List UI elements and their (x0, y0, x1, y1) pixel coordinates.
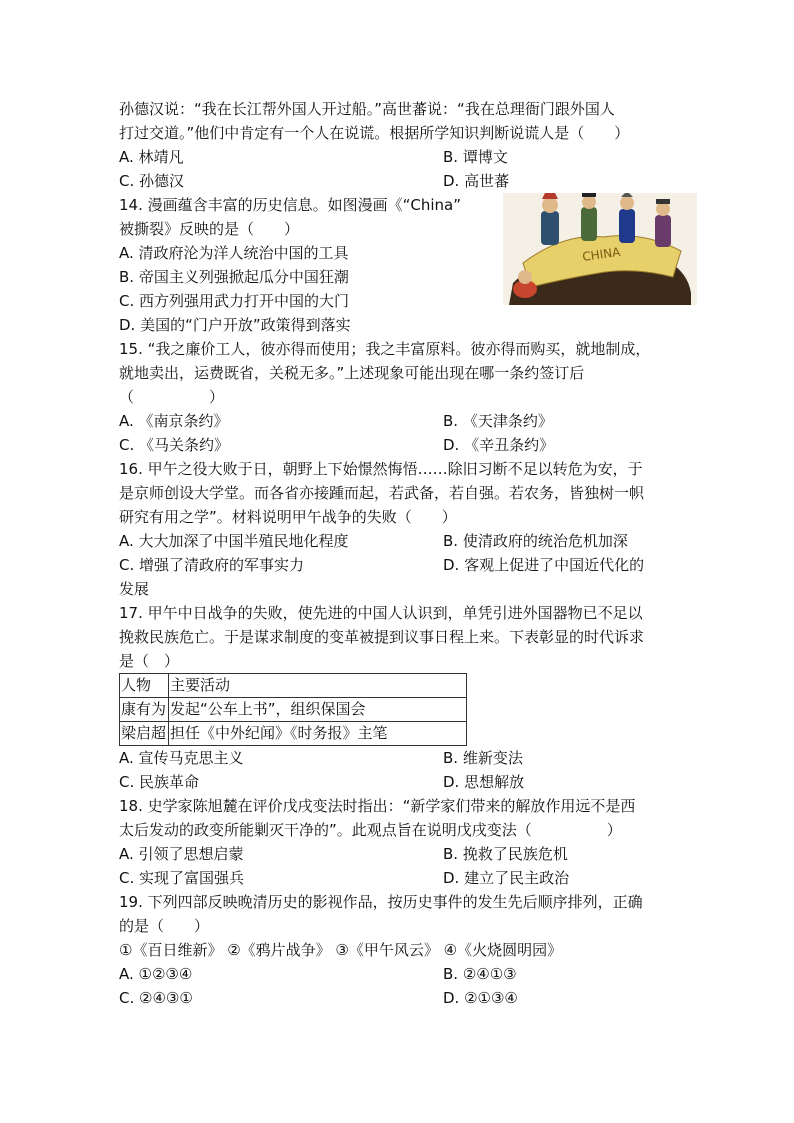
q18-text-line2: 太后发动的政变所能剿灭干净的”。此观点旨在说明戊戌变法（ ） (119, 821, 622, 839)
q13-option-b: B. 谭博文 (443, 148, 508, 166)
q15-option-b: B. 《天津条约》 (443, 412, 553, 430)
q15-option-d: D. 《辛丑条约》 (443, 436, 555, 454)
q15-option-c: C. 《马关条约》 (119, 436, 230, 454)
table-row (120, 722, 467, 746)
q15-options-row2 (119, 433, 685, 457)
cartoon-china-lettering: CHINA (581, 244, 622, 264)
q14-option-b: B. 帝国主义列强掀起瓜分中国狂潮 (119, 268, 349, 286)
q15-options-row1 (119, 409, 685, 433)
q17-table (119, 673, 467, 746)
q13-options-row2 (119, 169, 685, 193)
q14-option-d: D. 美国的“门户开放”政策得到落实 (119, 316, 351, 334)
exam-page (119, 97, 685, 1010)
table-header-row (120, 674, 467, 698)
q16-text-line1: 16. 甲午之役大败于日，朝野上下始憬然悔悟……除旧习断不足以转危为安，于 (119, 460, 643, 478)
q17-options-row1 (119, 746, 685, 770)
q17-option-a: A. 宣传马克思主义 (119, 749, 244, 767)
table-cell-person: 康有为 (120, 698, 169, 722)
q13-option-c: C. 孙德汉 (119, 172, 185, 190)
q17-text-line1: 17. 甲午中日战争的失败，使先进的中国人认识到，单凭引进外国器物已不足以 (119, 604, 643, 622)
q19-works-list: ①《百日维新》 ②《鸦片战争》 ③《甲午风云》 ④《火烧圆明园》 (119, 941, 563, 959)
q14-block (119, 193, 685, 337)
table-header-person: 人物 (120, 674, 169, 698)
q17-options-row2 (119, 770, 685, 794)
q18-options-row2 (119, 866, 685, 890)
q19-options-row2 (119, 986, 685, 1010)
table-row (120, 698, 467, 722)
q19-option-a: A. ①②③④ (119, 965, 193, 983)
q17-text-line3: 是（ ） (119, 652, 180, 670)
q13-text-line2: 打过交道。”他们中肯定有一个人在说谎。根据所学知识判断说谎人是（ ） (119, 124, 630, 142)
q17-option-b: B. 维新变法 (443, 749, 523, 767)
q19-option-b: B. ②④①③ (443, 965, 517, 983)
q18-options-row1 (119, 842, 685, 866)
q16-options-row1 (119, 529, 685, 553)
q18-option-d: D. 建立了民主政治 (443, 869, 570, 887)
q15-option-a: A. 《南京条约》 (119, 412, 229, 430)
q18-option-a: A. 引领了思想启蒙 (119, 845, 244, 863)
q14-option-c: C. 西方列强用武力打开中国的大门 (119, 292, 350, 310)
q16-text-line3: 研究有用之学”。材料说明甲午战争的失败（ ） (119, 508, 457, 526)
q16-options-row2 (119, 553, 685, 577)
q16-option-d-continued: 发展 (119, 580, 150, 598)
q18-option-c: C. 实现了富国强兵 (119, 869, 245, 887)
q19-text-line1: 19. 下列四部反映晚清历史的影视作品，按历史事件的发生先后顺序排列，正确 (119, 893, 643, 911)
q19-option-d: D. ②①③④ (443, 989, 518, 1007)
china-torn-cartoon-image (503, 193, 697, 305)
q17-text-line2: 挽救民族危亡。于是谋求制度的变革被提到议事日程上来。下表彰显的时代诉求 (119, 628, 645, 646)
q15-text-line1: 15. “我之廉价工人，彼亦得而使用；我之丰富原料。彼亦得而购买，就地制成， (119, 340, 651, 358)
table-cell-activity: 发起“公车上书”，组织保国会 (169, 698, 467, 722)
q13-text-line1: 孙德汉说：“我在长江帮外国人开过船。”高世蕃说：“我在总理衙门跟外国人 (119, 100, 615, 118)
q14-text-line2: 被撕裂》反映的是（ ） (119, 220, 300, 238)
table-cell-person: 梁启超 (120, 722, 169, 746)
q16-option-a: A. 大大加深了中国半殖民地化程度 (119, 532, 349, 550)
q16-text-line2: 是京师创设大学堂。而各省亦接踵而起，若武备，若自强。若农务，皆独树一帜 (119, 484, 645, 502)
q19-text-line2: 的是（ ） (119, 917, 210, 935)
q16-option-c: C. 增强了清政府的军事实力 (119, 556, 305, 574)
q16-option-b: B. 使清政府的统治危机加深 (443, 532, 628, 550)
q15-answer-blank: （ ） (119, 388, 225, 406)
q19-option-c: C. ②④③① (119, 989, 193, 1007)
q19-options-row1 (119, 962, 685, 986)
q13-options-row1 (119, 145, 685, 169)
table-header-activity: 主要活动 (169, 674, 467, 698)
q13-option-a: A. 林靖凡 (119, 148, 184, 166)
q15-text-line2: 就地卖出，运费既省，关税无多。”上述现象可能出现在哪一条约签订后 (119, 364, 585, 382)
q14-option-a: A. 清政府沦为洋人统治中国的工具 (119, 244, 349, 262)
table-cell-activity: 担任《中外纪闻》《时务报》主笔 (169, 722, 467, 746)
q14-text-line1: 14. 漫画蕴含丰富的历史信息。如图漫画《“China” (119, 196, 462, 214)
q17-option-c: C. 民族革命 (119, 773, 200, 791)
q13-option-d: D. 高世蕃 (443, 172, 510, 190)
q17-option-d: D. 思想解放 (443, 773, 525, 791)
q18-option-b: B. 挽救了民族危机 (443, 845, 568, 863)
q18-text-line1: 18. 史学家陈旭麓在评价戊戌变法时指出：“新学家们带来的解放作用远不是西 (119, 797, 636, 815)
q16-option-d: D. 客观上促进了中国近代化的 (443, 556, 645, 574)
